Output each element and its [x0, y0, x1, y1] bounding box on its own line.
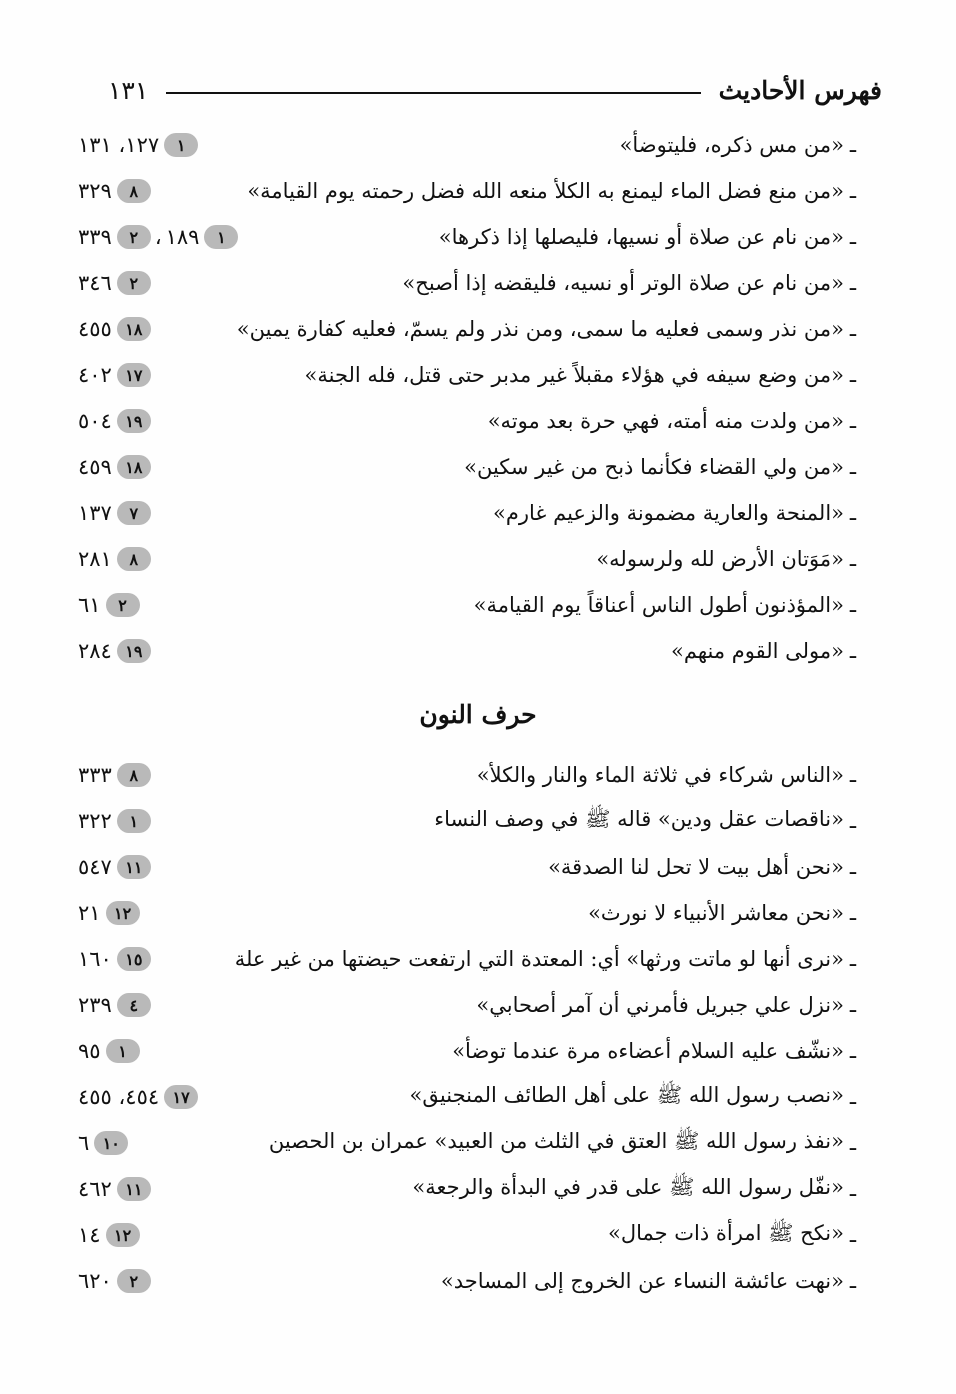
reference — [78, 1039, 140, 1063]
entry-dash: ـ — [849, 363, 857, 387]
entry-dash: ـ — [849, 763, 857, 787]
header-rule — [166, 92, 700, 94]
reference — [78, 501, 151, 525]
index-entry — [78, 936, 862, 982]
hadith-text: «نفذ رسول الله ﷺ العتق في الثلث من العبيد» عمران بن الحصين — [268, 1128, 844, 1153]
index-entry — [78, 1120, 862, 1166]
reference — [78, 947, 151, 971]
entry-dash: ـ — [849, 547, 857, 571]
volume-badge: ٨ — [117, 179, 151, 203]
index-entry — [78, 122, 862, 168]
reference-list — [78, 398, 278, 444]
reference — [78, 593, 140, 617]
page-numbers: ٣٣٩ — [78, 225, 112, 249]
reference-list — [78, 122, 278, 168]
volume-badge: ١ — [106, 1039, 140, 1063]
volume-badge: ١٩ — [117, 409, 151, 433]
page-numbers: ٤٥٥ — [78, 317, 112, 341]
page-numbers: ٤٥٩ — [78, 455, 112, 479]
reference-list — [78, 1028, 278, 1074]
index-entry — [78, 628, 862, 674]
reference-list — [78, 352, 278, 398]
reference — [78, 1131, 128, 1155]
hadith-text: «نفّل رسول الله ﷺ على قدر في البدأة والرجعة» — [412, 1174, 844, 1199]
reference — [78, 363, 151, 387]
reference — [78, 271, 151, 295]
reference — [78, 547, 151, 571]
entry-dash: ـ — [849, 179, 857, 203]
reference-list — [78, 1074, 278, 1120]
page-numbers: ٦٢٠ — [78, 1269, 112, 1293]
page-numbers: ٣٣٣ — [78, 763, 112, 787]
reference — [78, 763, 151, 787]
page-numbers: ٥٠٤ — [78, 409, 112, 433]
volume-badge: ١٢ — [106, 1223, 140, 1247]
reference-list — [78, 168, 278, 214]
index-entry — [78, 844, 862, 890]
page-numbers: ٤٥٤، ٤٥٥ — [78, 1085, 160, 1109]
hadith-text: «من نام عن صلاة أو نسيها، فليصلها إذا ذكرها» — [438, 225, 844, 249]
index-entry — [78, 752, 862, 798]
page-header — [108, 68, 882, 112]
page-numbers: ١٤ — [78, 1223, 101, 1247]
index-entry — [78, 306, 862, 352]
volume-badge: ١٥ — [117, 947, 151, 971]
entry-dash: ـ — [849, 855, 857, 879]
volume-badge: ٢ — [106, 593, 140, 617]
page-numbers: ١٦٠ — [78, 947, 112, 971]
hadith-text: «من ولدت منه أمته، فهي حرة بعد موته» — [487, 409, 844, 433]
reference — [166, 225, 239, 249]
index-entry — [78, 1258, 862, 1304]
reference-list — [78, 306, 278, 352]
volume-badge: ١٠ — [94, 1131, 128, 1155]
page-numbers: ٤٠٢ — [78, 363, 112, 387]
volume-badge: ١٨ — [117, 455, 151, 479]
reference-list — [78, 628, 278, 674]
hadith-text: «نهت عائشة النساء عن الخروج إلى المساجد» — [440, 1269, 844, 1293]
hadith-text: «من نذر وسمى فعليه ما سمى، ومن نذر ولم يسمّ، فعليه كفارة يمين» — [236, 317, 844, 341]
reference — [78, 855, 151, 879]
page-numbers: ٦ — [78, 1131, 90, 1155]
hadith-text: «نحن معاشر الأنبياء لا نورث» — [588, 901, 844, 925]
page-numbers: ٣٢٩ — [78, 179, 112, 203]
page-numbers: ٦١ — [78, 593, 101, 617]
reference-list — [78, 1258, 278, 1304]
reference-list — [78, 798, 278, 844]
hadith-list-meem — [78, 122, 862, 674]
volume-badge: ، ٢ — [117, 225, 151, 249]
page-number: ١٣١ — [108, 75, 149, 105]
entry-dash: ـ — [849, 593, 857, 617]
entry-dash: ـ — [849, 1085, 857, 1109]
index-entry — [78, 444, 862, 490]
reference-list — [78, 214, 278, 260]
page-numbers: ٥٤٧ — [78, 855, 112, 879]
reference-list — [78, 444, 278, 490]
entry-dash: ـ — [849, 225, 857, 249]
reference — [78, 1085, 198, 1109]
volume-badge: ٢ — [117, 271, 151, 295]
index-entry — [78, 798, 862, 844]
reference-list — [78, 752, 278, 798]
entry-dash: ـ — [849, 993, 857, 1017]
page-numbers: ٢٨٤ — [78, 639, 112, 663]
index-entry — [78, 168, 862, 214]
index-entry — [78, 260, 862, 306]
reference-list — [78, 536, 278, 582]
entry-dash: ـ — [849, 947, 857, 971]
entry-dash: ـ — [849, 133, 857, 157]
hadith-text: «نصب رسول الله ﷺ على أهل الطائف المنجنيق» — [409, 1082, 844, 1107]
reference — [78, 409, 151, 433]
volume-badge: ٤ — [117, 993, 151, 1017]
hadith-list-noon — [78, 752, 862, 1304]
volume-badge: ١٢ — [106, 901, 140, 925]
index-entry — [78, 1028, 862, 1074]
reference — [78, 1269, 151, 1293]
reference-list — [78, 936, 278, 982]
reference-list — [78, 982, 278, 1028]
index-entry — [78, 982, 862, 1028]
hadith-text: «من مس ذكره، فليتوضأ» — [619, 133, 844, 157]
page-numbers: ٢١ — [78, 901, 101, 925]
header-title: فهرس الأحاديث — [718, 75, 882, 105]
volume-badge: ٨ — [117, 547, 151, 571]
volume-badge: ١٧ — [164, 1085, 198, 1109]
reference-list — [78, 490, 278, 536]
index-entry — [78, 890, 862, 936]
reference — [78, 455, 151, 479]
reference — [78, 1223, 140, 1247]
reference-list — [78, 1212, 278, 1258]
entry-dash: ـ — [849, 409, 857, 433]
reference — [78, 993, 151, 1017]
hadith-text: «من منع فضل الماء ليمنع به الكلأ منعه الله فضل رحمته يوم القيامة» — [247, 179, 844, 203]
page-numbers: ١٢٧، ١٣١ — [78, 133, 160, 157]
index-entry — [78, 490, 862, 536]
entry-dash: ـ — [849, 455, 857, 479]
entry-dash: ـ — [849, 317, 857, 341]
index-entry — [78, 352, 862, 398]
hadith-text: «من وضع سيفه في هؤلاء مقبلاً غير مدبر حتى قتل، فله الجنة» — [304, 363, 844, 387]
reference — [78, 133, 198, 157]
entry-dash: ـ — [849, 1223, 857, 1247]
volume-badge: ١١ — [117, 1177, 151, 1201]
volume-badge: ١ — [204, 225, 238, 249]
hadith-text: «المؤذنون أطول الناس أعناقاً يوم القيامة» — [473, 593, 844, 617]
entry-dash: ـ — [849, 271, 857, 295]
entry-dash: ـ — [849, 1131, 857, 1155]
index-entry — [78, 214, 862, 260]
reference — [78, 901, 140, 925]
volume-badge: ٧ — [117, 501, 151, 525]
volume-badge: ١٨ — [117, 317, 151, 341]
hadith-text: «مَوَتان الأرض لله ولرسوله» — [596, 547, 844, 571]
page-numbers: ٣٤٦ — [78, 271, 112, 295]
reference — [78, 317, 151, 341]
hadith-text: «من ولي القضاء فكأنما ذبح من غير سكين» — [464, 455, 844, 479]
volume-badge: ١٧ — [117, 363, 151, 387]
entry-dash: ـ — [849, 1269, 857, 1293]
reference-list — [78, 1120, 278, 1166]
hadith-text: «نحن أهل بيت لا تحل لنا الصدقة» — [548, 855, 844, 879]
volume-badge: ٢ — [117, 1269, 151, 1293]
volume-badge: ١ — [164, 133, 198, 157]
reference-list — [78, 1166, 278, 1212]
index-entry — [78, 398, 862, 444]
hadith-text: «من نام عن صلاة الوتر أو نسيه، فليقضه إذا أصبح» — [402, 271, 844, 295]
reference-list — [78, 582, 278, 628]
reference-list — [78, 844, 278, 890]
reference — [78, 225, 166, 249]
index-entry — [78, 1166, 862, 1212]
entry-dash: ـ — [849, 1039, 857, 1063]
reference-list — [78, 890, 278, 936]
volume-badge: ٨ — [117, 763, 151, 787]
page-numbers: ٢٨١ — [78, 547, 112, 571]
hadith-text: «الناس شركاء في ثلاثة الماء والنار والكلأ» — [476, 763, 844, 787]
page-numbers: ٤٦٢ — [78, 1177, 112, 1201]
hadith-text: «ناقصات عقل ودين» قاله ﷺ في وصف النساء — [434, 806, 844, 831]
section-title-noon: حرف النون — [419, 700, 537, 729]
hadith-text: «المنحة والعارية مضمونة والزعيم غارم» — [493, 501, 844, 525]
entry-dash: ـ — [849, 639, 857, 663]
hadith-text: «نزل علي جبريل فأمرني أن آمر أصحابي» — [476, 993, 844, 1017]
page-numbers: ١٨٩ — [165, 225, 200, 249]
volume-badge: ١١ — [117, 855, 151, 879]
page-numbers: ٢٣٩ — [78, 993, 112, 1017]
page-numbers: ٩٥ — [78, 1039, 101, 1063]
reference-list — [78, 260, 278, 306]
volume-badge: ١٩ — [117, 639, 151, 663]
hadith-text: «نرى أنها لو ماتت ورثها» أي: المعتدة التي ارتفعت حيضتها من غير علة — [234, 947, 844, 971]
entry-dash: ـ — [849, 809, 857, 833]
volume-badge: ١ — [117, 809, 151, 833]
page-numbers: ٣٢٢ — [78, 809, 112, 833]
hadith-text: «مولى القوم منهم» — [671, 639, 844, 663]
entry-dash: ـ — [849, 901, 857, 925]
reference — [78, 179, 151, 203]
index-entry — [78, 1074, 862, 1120]
index-entry — [78, 582, 862, 628]
page-numbers: ١٣٧ — [78, 501, 112, 525]
index-entry — [78, 1212, 862, 1258]
hadith-text: «نكح ﷺ امرأة ذات جمال» — [607, 1220, 844, 1245]
entry-dash: ـ — [849, 501, 857, 525]
index-entry — [78, 536, 862, 582]
reference — [78, 1177, 151, 1201]
entry-dash: ـ — [849, 1177, 857, 1201]
hadith-text: «نشّف عليه السلام أعضاءه مرة عندما توضأ» — [452, 1039, 844, 1063]
reference — [78, 639, 151, 663]
reference — [78, 809, 151, 833]
